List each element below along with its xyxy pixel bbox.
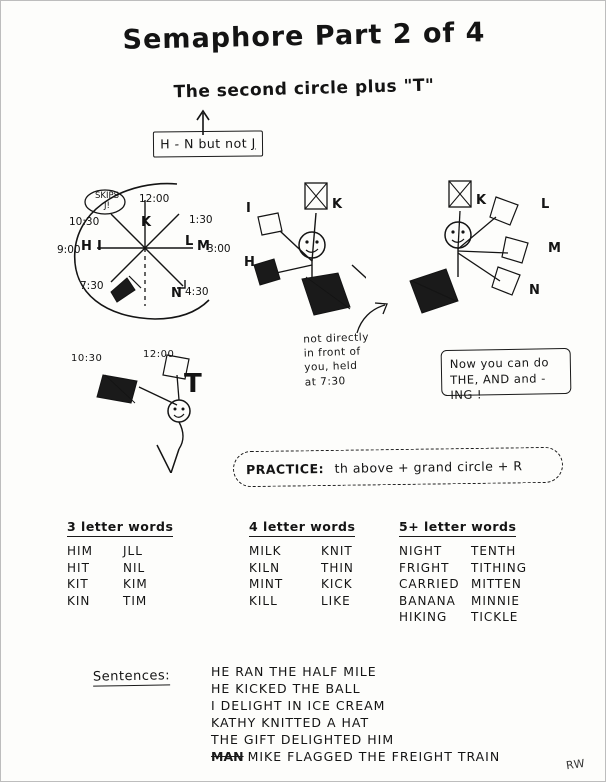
clock-diagram	[57, 176, 252, 326]
word-list-4-header: 4 letter words	[249, 519, 355, 537]
figure2-letter-l: L	[541, 197, 550, 212]
skips-j-note: SKIPS J!	[95, 191, 119, 211]
sentence-item: I DELIGHT IN ICE CREAM	[211, 698, 386, 713]
word-list-4-letter	[249, 519, 355, 609]
figure2-letter-k: K	[476, 193, 487, 208]
word-row	[399, 543, 527, 560]
figure1-letter-k: K	[332, 197, 343, 212]
clock-time-430: 4:30	[185, 286, 209, 298]
word-row	[399, 609, 527, 626]
note-now-you-can-box	[441, 348, 572, 403]
sentence-strikeout: MAN	[211, 749, 244, 764]
word-cell: TITHING	[471, 560, 528, 575]
word-cell: FRIGHT	[399, 560, 450, 575]
practice-text: th above + grand circle + R	[334, 458, 523, 476]
note-not-directly	[303, 329, 397, 389]
word-cell: CARRIED	[399, 577, 460, 591]
sentences-label: Sentences:	[92, 668, 171, 685]
clock-letter-n: N	[171, 286, 182, 301]
clock-letter-i: I	[97, 239, 102, 254]
word-row	[399, 576, 527, 593]
word-cell: MINNIE	[471, 593, 520, 608]
word-list-5-header: 5+ letter words	[399, 519, 516, 537]
word-row	[249, 576, 355, 593]
t-figure-time-1200: 12:00	[143, 349, 175, 360]
sentence-item: HE RAN THE HALF MILE	[211, 664, 377, 679]
hn-rule-text: H - N but not	[160, 135, 252, 152]
clock-time-1200: 12:00	[139, 193, 170, 205]
word-cell: LIKE	[321, 593, 351, 608]
word-cell: KICK	[321, 577, 353, 591]
word-row	[249, 560, 355, 577]
word-cell: HIM	[67, 544, 93, 558]
word-cell: KNIT	[321, 544, 353, 558]
page-title: Semaphore Part 2 of 4	[122, 17, 486, 56]
clock-time-730: 7:30	[80, 280, 104, 292]
word-cell: NIL	[123, 560, 146, 575]
word-cell: KIT	[67, 577, 89, 591]
signature: RW	[565, 756, 586, 773]
sentence-item-last	[211, 748, 500, 765]
word-cell: HIKING	[399, 610, 448, 624]
figure1-letter-i: I	[246, 201, 252, 216]
sentences-list	[211, 663, 500, 765]
semaphore-figure-t	[61, 349, 241, 473]
page-subtitle: The second circle plus "T"	[173, 75, 435, 103]
word-row	[67, 543, 173, 560]
word-cell: BANANA	[399, 593, 456, 608]
word-row	[249, 543, 355, 560]
semaphore-figure-2	[396, 169, 576, 329]
word-row	[67, 576, 173, 593]
word-row	[67, 560, 173, 577]
word-cell: MINT	[249, 577, 284, 591]
practice-box	[233, 447, 563, 488]
word-row	[399, 560, 527, 577]
word-row	[399, 593, 527, 610]
word-list-3-letter	[67, 519, 173, 609]
word-cell: MILK	[249, 544, 282, 558]
sentence-item-text: MIKE FLAGGED THE FREIGHT TRAIN	[247, 749, 501, 764]
word-cell: HIT	[67, 560, 90, 575]
word-cell: NIGHT	[399, 544, 443, 558]
hn-rule-box	[153, 130, 263, 157]
word-cell: KIN	[67, 593, 91, 608]
word-cell: KILL	[249, 593, 278, 608]
clock-letter-k: K	[141, 215, 152, 230]
word-cell: TICKLE	[471, 610, 519, 624]
note-not-directly-text: not directly in front of you, held at 7:30	[303, 331, 370, 389]
sentence-item: KATHY KNITTED A HAT	[211, 715, 370, 730]
clock-time-900: 9:00	[57, 244, 81, 256]
clock-letter-h: H	[81, 239, 92, 254]
clock-letter-l: L	[185, 234, 194, 249]
practice-label: PRACTICE:	[245, 461, 325, 478]
sentence-item: THE GIFT DELIGHTED HIM	[211, 732, 395, 747]
figure2-letter-n: N	[529, 283, 541, 298]
figure-t-drawing	[61, 353, 241, 473]
word-row	[67, 593, 173, 610]
word-cell: KILN	[249, 560, 281, 575]
word-cell: JLL	[123, 544, 143, 558]
note-now-you-can-text: Now you can do THE, AND and -ING !	[449, 355, 550, 403]
hn-rule-underlined: J	[251, 135, 256, 151]
word-cell: MITTEN	[471, 577, 522, 591]
sentence-item: HE KICKED THE BALL	[211, 681, 361, 696]
arrow-to-figure-icon	[331, 301, 391, 337]
figure1-letter-h: H	[244, 255, 256, 270]
clock-time-1030: 10:30	[69, 216, 100, 228]
word-cell: THIN	[321, 560, 354, 575]
word-cell: TIM	[123, 593, 148, 608]
word-row	[249, 593, 355, 610]
word-cell: KIM	[123, 577, 148, 591]
figure2-letter-m: M	[548, 241, 562, 256]
flag-icon-730	[107, 272, 147, 310]
word-list-3-header: 3 letter words	[67, 519, 173, 537]
clock-time-130: 1:30	[189, 214, 213, 226]
clock-time-300: 3:00	[207, 243, 231, 255]
word-list-5-letter	[399, 519, 527, 626]
word-cell: TENTH	[471, 544, 517, 558]
t-letter-label: T	[184, 369, 203, 399]
clock-letter-m: M	[197, 239, 210, 254]
t-figure-time-1030: 10:30	[71, 353, 103, 364]
